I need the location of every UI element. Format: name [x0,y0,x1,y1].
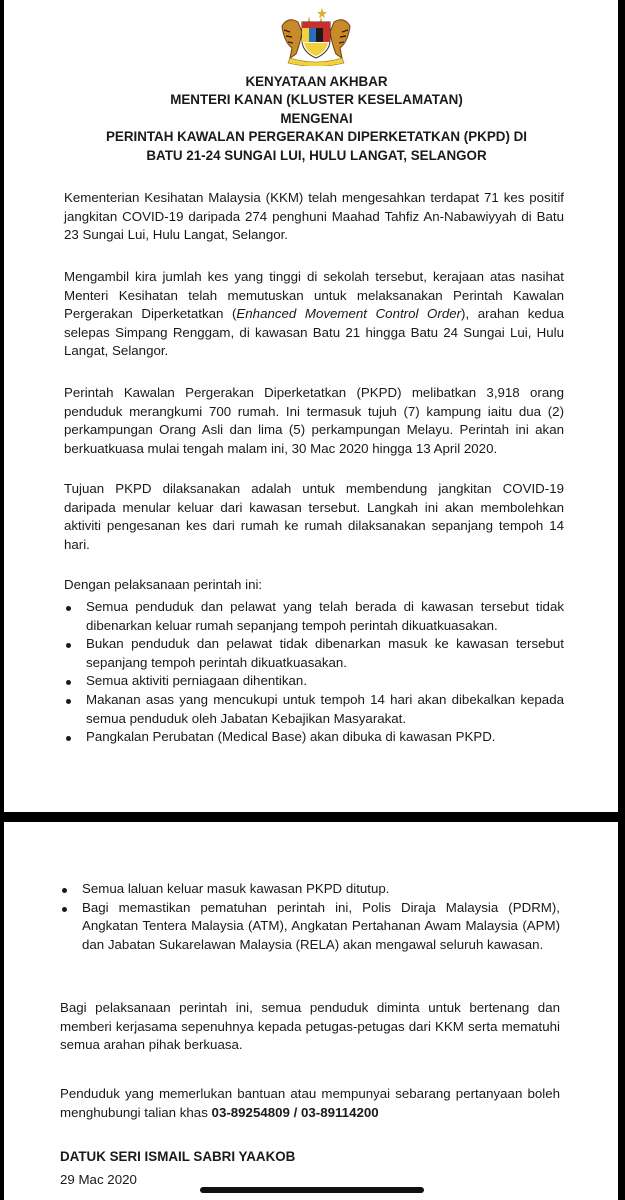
paragraph-italic-text: Enhanced Movement Control Order [236,306,462,322]
paragraph-cooperation: Bagi pelaksanaan perintah ini, semua penduduk diminta untuk bertenang dan memberi kerjasama sepenuhnya kepada petugas-petugas dari KKM serta mematuhi semua arahan pihak berkuasa. [60,1000,560,1053]
heading-line: MENTERI KANAN (KLUSTER KESELAMATAN) [170,92,463,108]
paragraph-decision [64,268,564,361]
hotline-numbers: 03-89254809 / 03-89114200 [211,1104,379,1120]
heading-line: KENYATAAN AKHBAR [245,74,388,89]
press-statement-heading [44,73,589,165]
statement-date: 29 Mac 2020 [60,1172,137,1187]
paragraph-hotline [60,1085,560,1122]
measures-list [64,598,564,747]
list-item: Semua aktiviti perniagaan dihentikan. [64,672,564,691]
paragraph-pkpd-purpose: Tujuan PKPD dilaksanakan adalah untuk membendung jangkitan COVID-19 daripada menular keluar dari kawasan tersebut. Langkah ini akan membolehkan aktiviti pengesanan kes dari rumah ke rumah dilaksanakan sepanjang tempoh 14 hari. [64,481,564,552]
list-item: Semua penduduk dan pelawat yang telah berada di kawasan tersebut tidak dibenarkan keluar rumah sepanjang tempoh perintah dikuatkuasakan. [64,598,564,635]
paragraph-pkpd-scope: Perintah Kawalan Pergerakan Diperketatkan (PKPD) melibatkan 3,918 orang penduduk merangkumi 700 rumah. Ini termasuk tujuh (7) kampung iaitu dua (2) perkampungan Orang Asli dan lima (5) perkampungan Melayu. Perintah ini akan berkuatkuasa mulai tengah malam ini, 30 Mac 2020 hingga 13 April 2020. [64,385,564,456]
paragraph-text: Mengambil kira jumlah kes yang tinggi di sekolah tersebut, kerajaan atas nasihat Menteri Kesihatan telah memutuskan untuk melaksanakan Perintah Kawalan Pergerakan Diperketatkan ( [64,269,564,322]
paragraph-case-confirmation: Kementerian Kesihatan Malaysia (KKM) telah mengesahkan terdapat 71 kes positif jangkitan COVID-19 daripada 274 penghuni Maahad Tahfiz An-Nabawiyyah di Batu 23 Sungai Lui, Hulu Langat, Selangor. [64,190,564,243]
list-item: Bukan penduduk dan pelawat tidak dibenarkan masuk ke kawasan tersebut sepanjang tempoh perintah dikuatkuasakan. [64,635,564,672]
paragraph-text: ), arahan kedua selepas Simpang Renggam, di kawasan Batu 21 hingga Batu 24 Sungai Lui, Hulu Langat, Selangor. [64,306,564,359]
paragraph-text: Penduduk yang memerlukan bantuan atau mempunyai sebarang pertanyaan boleh menghubungi talian khas [60,1086,560,1120]
list-item: Makanan asas yang mencukupi untuk tempoh 14 hari akan dibekalkan kepada semua penduduk oleh Jabatan Kebajikan Masyarakat. [64,691,564,728]
signatory-name: DATUK SERI ISMAIL SABRI YAAKOB [60,1149,296,1164]
heading-line: BATU 21-24 SUNGAI LUI, HULU LANGAT, SELANGOR [146,147,487,163]
paragraph-implementation-intro: Dengan pelaksanaan perintah ini: [64,577,263,592]
measures-list-continued [60,880,560,954]
home-indicator[interactable] [200,1187,424,1193]
list-item: Bagi memastikan pematuhan perintah ini, Polis Diraja Malaysia (PDRM), Angkatan Tentera Malaysia (ATM), Angkatan Pertahanan Awam Malaysia (APM) dan Jabatan Sukarelawan Malaysia (RELA) akan mengawal seluruh kawasan. [60,899,560,955]
heading-line: MENGENAI [280,110,353,126]
document-page-1 [4,0,618,812]
list-item: Pangkalan Perubatan (Medical Base) akan dibuka di kawasan PKPD. [64,728,564,747]
heading-line: PERINTAH KAWALAN PERGERAKAN DIPERKETATKAN (PKPD) DI [105,129,528,145]
list-item: Semua laluan keluar masuk kawasan PKPD ditutup. [60,880,560,899]
malaysia-coat-of-arms-icon [272,6,360,66]
